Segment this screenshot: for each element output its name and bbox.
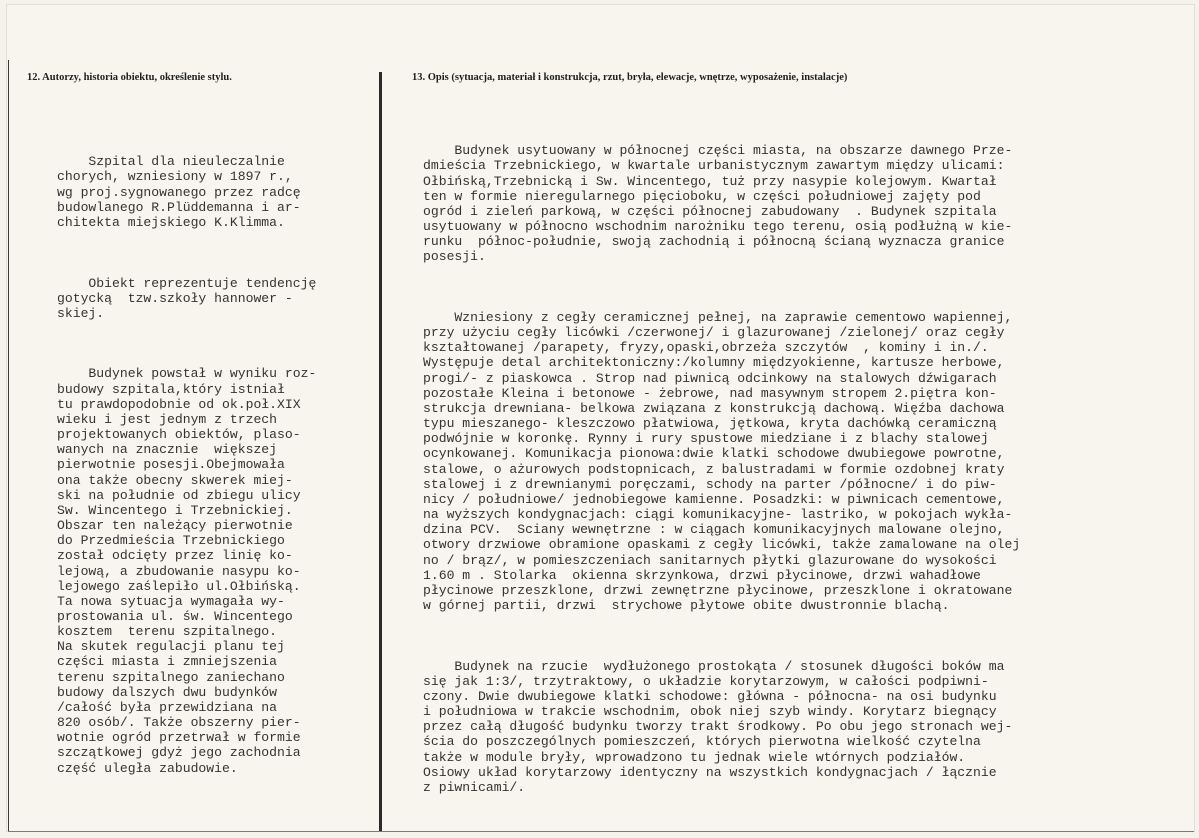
section-13-header: 13. Opis (sytuacja, materiał i konstrukcja, rzut, bryła, elewacje, wnętrze, wyposażenie, instalacje)	[412, 72, 848, 83]
development-paragraph: Budynek powstał w wyniku roz- budowy szpitala,który istniał tu prawdopodobnie od ok.poł.XIX wieku i jest jednym z trzech projektowanych obiektów, plaso- wanych na znacznie większej pierwotnie posesji.Obejmowała ona także obecny skwerek miej- ski na południe od zbiegu ulicy Sw. Wincentego i Trzebnickiej. Obszar ten należący pierwotnie do Przedmieścia Trzebnickiego został odcięty przez linię ko- lejową, a zbudowanie nasypu ko- lejowego zaślepiło ul.Ołbińską. Ta nowa sytuacja wymagała wy- prostowania ul. św. Wincentego kosztem terenu szpitalnego. Na skutek regulacji planu tej części miasta i zmniejszenia terenu szpitalnego zaniechano budowy dalszych dwu budynków /całość była przewidziana na 820 osób/. Także obszerny pier- wotnie ogród przetrwał w formie szczątkowej gdyż jego zachodnia część uległa zabudowie.	[57, 366, 317, 776]
description-column	[423, 113, 1020, 810]
column-divider	[379, 72, 382, 832]
materials-paragraph: Wzniesiony z cegły ceramicznej pełnej, na zaprawie cementowo wapiennej, przy użyciu cegły licówki /czerwonej/ i glazurowanej /zielonej/ oraz cegły kształtowanej /parapety, fryzy,opaski,obrzeża szczytów , kominy i in./. Występuje detal architektoniczny:/kolumny międzyokienne, kartusze herbowe, progi/- z piaskowca . Strop nad piwnicą odcinkowy na stalowych dźwigarach pozostałe Kleina i betonowe - żebrowe, nad masywnym stropem 2.piętra kon- strukcja drewniana- belkowa związana z konstrukcją dachową. Więźba dachowa typu mieszanego- kleszczowo płatwiowa, jętkowa, kryta dachówką ceramiczną podwójnie w koronkę. Rynny i rury spustowe miedziane i z blachy stalowej ocynkowanej. Komunikacja pionowa:dwie klatki schodowe dwubiegowe powrotne, stalowe, o ażurowych podstopnicach, z balustradami w formie ozdobnej kraty stalowej i z drewnianymi poręczami, schody na parter /północne/ i do piw- nicy / południowe/ jednobiegowe kamienne. Posadzki: w piwnicach cementowe, na wyższych kondygnacjach: ciągi komunikacyjne- lastriko, w pokojach wykła- dzina PCV. Sciany wewnętrzne : w ciągach komunikacyjnych malowane olejno, otwory drzwiowe obramione opaskami z cegły licówki, także zamalowane na olej no / brąz/, w pomieszczeniach sanitarnych płytki glazurowane do wysokości 1.60 m . Stolarka okienna skrzynkowa, drzwi płycinowe, drzwi wahadłowe płycinowe przeszklone, drzwi zewnętrzne płycinowe, przeszklone i okratowane w górnej partii, drzwi strychowe płytowe obite dwustronnie blachą.	[423, 310, 1021, 613]
history-paragraph: Szpital dla nieuleczalnie chorych, wzniesiony w 1897 r., wg proj.sygnowanego przez radcę budowlanego R.Plüddemanna i ar- chitekta miejskiego K.Klimma.	[57, 154, 301, 230]
section-12-header: 12. Autorzy, historia obiektu, określenie stylu.	[27, 72, 232, 83]
left-margin-rule	[8, 60, 9, 832]
style-paragraph: Obiekt reprezentuje tendencję gotycką tzw.szkoły hannower - skiej.	[57, 275, 317, 321]
bottom-rule	[8, 831, 1194, 832]
location-paragraph: Budynek usytuowany w północnej części miasta, na obszarze dawnego Prze- dmieścia Trzebnickiego, w kwartale urbanistycznym zawartym między ulicami: Ołbińską,Trzebnicką i Sw. Wincentego, tuż przy nasypie kolejowym. Kwartał ten w formie nieregularnego pięcioboku, w części południowej zajęty pod ogród i zieleń parkową, w części północnej zabudowany . Budynek szpitala usytuowany w północno wschodnim narożniku tego terenu, osią podłużną w kie- runku północ-południe, swoją zachodnią i północną ścianą wyznacza granice posesji.	[423, 143, 1013, 265]
history-column	[57, 124, 316, 791]
plan-paragraph: Budynek na rzucie wydłużonego prostokąta / stosunek długości boków ma się jak 1:3/, trzytraktowy, o układzie korytarzowym, w całości podpiwni- czony. Dwie dwubiegowe klatki schodowe: główna - północna- na osi budynku i południowa w trakcie wschodnim, obok niej szyb windy. Korytarz biegnący przez całą długość budynku tworzy trakt środkowy. Po obu jego stronach wej- ścia do poszczególnych pomieszczeń, których pierwotna wielkość czytelna także w module bryły, wprowadzono tu jednak wiele wtórnych podziałów. Osiowy układ korytarzowy identyczny na wszystkich kondygnacjach / łącznie z piwnicami/.	[423, 658, 1013, 795]
